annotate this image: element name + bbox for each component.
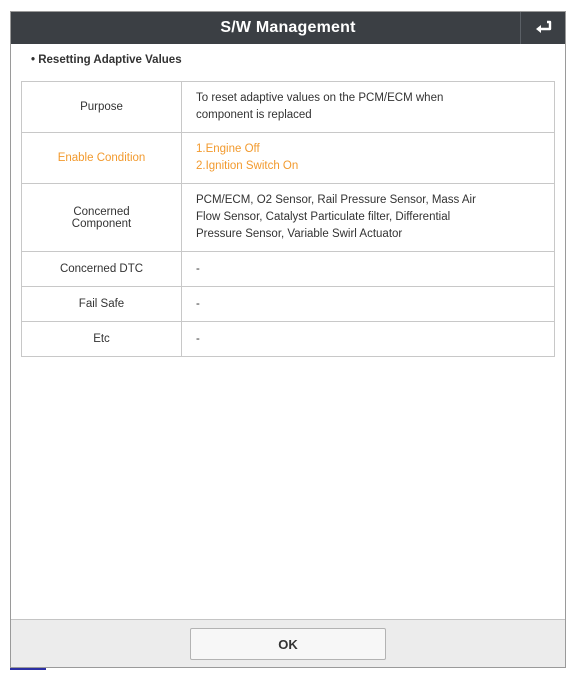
corner-mark: [10, 668, 46, 670]
row-label-fail-safe: Fail Safe: [22, 287, 182, 322]
ok-button[interactable]: OK: [190, 628, 386, 660]
component-line-2: Flow Sensor, Catalyst Particulate filter, Differential: [196, 211, 451, 223]
row-value-purpose: [182, 82, 555, 133]
table-row: [22, 252, 555, 287]
title-bar: [11, 12, 565, 44]
row-label-concerned-component: [22, 184, 182, 252]
purpose-line-2: component is replaced: [196, 109, 312, 121]
enable-line-2: 2.Ignition Switch On: [196, 160, 299, 172]
row-value-fail-safe: -: [182, 287, 555, 322]
row-label-purpose: Purpose: [22, 82, 182, 133]
row-value-enable-condition: [182, 133, 555, 184]
enable-line-1: 1.Engine Off: [196, 143, 260, 155]
back-button[interactable]: [520, 12, 565, 44]
component-label-line-2: Component: [71, 217, 132, 230]
info-table: [21, 81, 555, 357]
sw-management-dialog: [10, 11, 566, 668]
purpose-line-1: To reset adaptive values on the PCM/ECM when: [196, 92, 444, 104]
row-value-concerned-component: [182, 184, 555, 252]
table-row: [22, 287, 555, 322]
dialog-title: S/W Management: [220, 19, 356, 36]
table-row: [22, 133, 555, 184]
return-arrow-icon: [533, 20, 553, 36]
component-line-3: Pressure Sensor, Variable Swirl Actuator: [196, 228, 403, 240]
row-value-concerned-dtc: -: [182, 252, 555, 287]
table-row: [22, 184, 555, 252]
section-heading: • Resetting Adaptive Values: [31, 54, 182, 66]
table-row: [22, 82, 555, 133]
component-label-line-1: Concerned: [73, 205, 130, 218]
row-label-enable-condition: Enable Condition: [22, 133, 182, 184]
row-value-etc: -: [182, 322, 555, 357]
footer-bar: [11, 619, 565, 667]
component-line-1: PCM/ECM, O2 Sensor, Rail Pressure Sensor, Mass Air: [196, 194, 476, 206]
table-row: [22, 322, 555, 357]
row-label-etc: Etc: [22, 322, 182, 357]
row-label-concerned-dtc: Concerned DTC: [22, 252, 182, 287]
